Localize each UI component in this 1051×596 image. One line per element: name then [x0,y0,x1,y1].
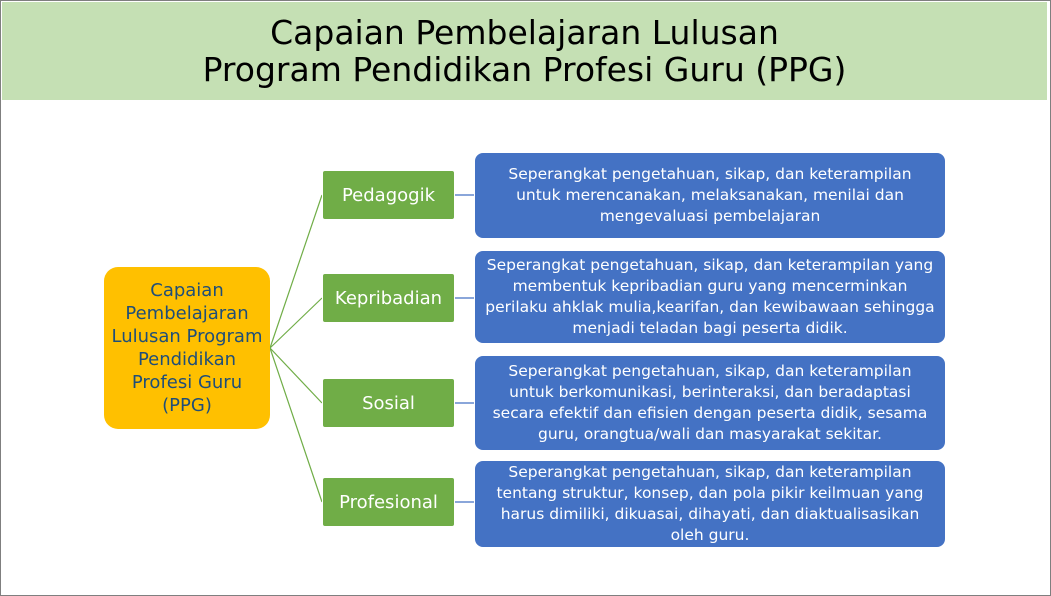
category-pedagogik [322,170,455,220]
description-pedagogik [474,152,946,239]
root-node [104,267,270,429]
category-label: Pedagogik [341,184,436,206]
description-kepribadian [474,250,946,344]
description-text: Seperangkat pengetahuan, sikap, dan keterampilan yang membentuk kepribadian guru yang mencerminkan perilaku ahklak mulia,kearifan, dan kewibawaan sehingga menjadi teladan bagi peserta didik. [485,256,935,337]
category-label: Sosial [362,392,415,414]
description-text: Seperangkat pengetahuan, sikap, dan keterampilan untuk merencanakan, melaksanakan, menilai dan mengevaluasi pembelajaran [508,165,912,225]
description-sosial [474,355,946,451]
category-kepribadian [322,273,455,323]
category-profesional [322,477,455,527]
description-text: Seperangkat pengetahuan, sikap, dan keterampilan untuk berkomunikasi, berinteraksi, dan beradaptasi secara efektif dan efisien dengan peserta didik, sesama guru, orangtua/wali dan masyarakat sekitar. [492,362,928,443]
description-text: Seperangkat pengetahuan, sikap, dan keterampilan tentang struktur, konsep, dan pola pikir keilmuan yang harus dimiliki, dikuasai, dihayati, dan diaktualisasikan oleh guru. [496,463,924,544]
category-label: Kepribadian [334,287,443,309]
root-node-label: Capaian Pembelajaran Lulusan Program Pendidikan Profesi Guru (PPG) [111,280,263,416]
title-line-2: Program Pendidikan Profesi Guru (PPG) [202,50,847,89]
title-band [2,2,1047,100]
description-profesional [474,460,946,548]
title-line-1: Capaian Pembelajaran Lulusan [270,13,779,52]
category-label: Profesional [339,491,438,513]
category-sosial [322,378,455,428]
